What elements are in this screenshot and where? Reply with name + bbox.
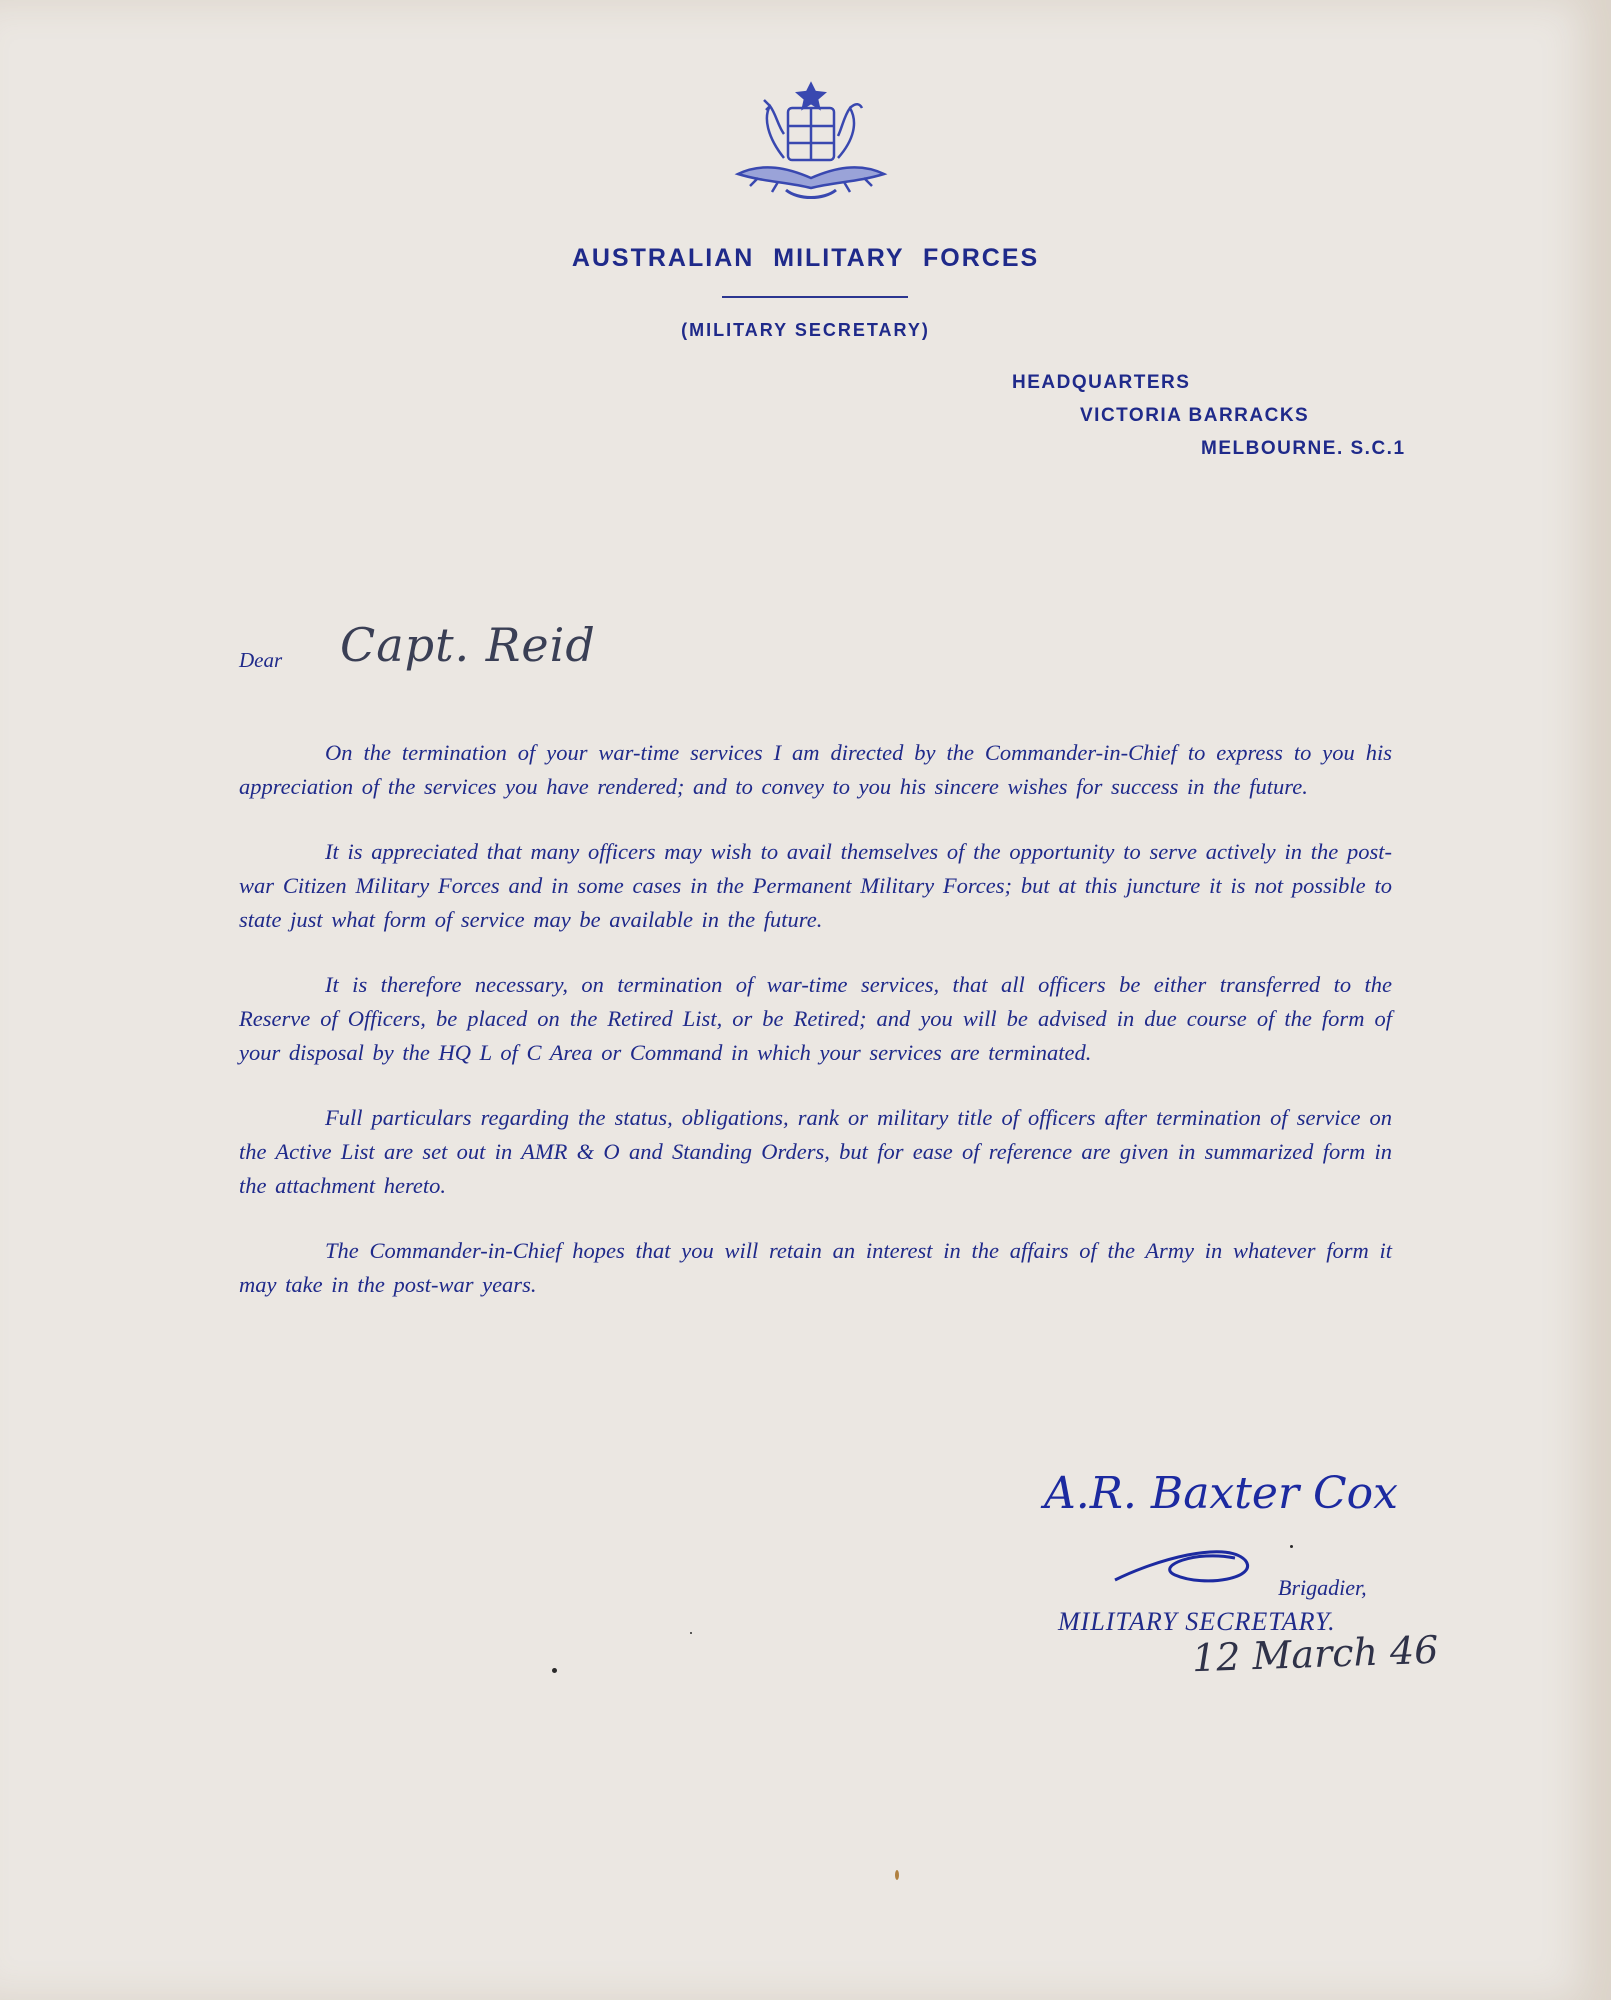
paper-speck	[895, 1870, 899, 1880]
coat-of-arms-emblem	[718, 78, 904, 208]
heading-divider	[722, 296, 908, 298]
organisation-heading: AUSTRALIAN MILITARY FORCES	[571, 244, 1040, 272]
paragraph: It is therefore necessary, on termination of war-time services, that all officers be either transferred to the Reserve of Officers, be placed on the Retired List, or be Retired; and you will be advised in due course of the form of your disposal by the HQ L of C Area or Command in which your services are terminated.	[239, 972, 1392, 1065]
signatory-title: MILITARY SECRETARY.	[1058, 1607, 1336, 1636]
address-line-3: MELBOURNE. S.C.1	[1201, 438, 1406, 459]
salutation: Dear	[239, 648, 283, 672]
paper-speck	[1290, 1545, 1293, 1548]
handwritten-date: 12 March 46	[1191, 1627, 1440, 1681]
paragraph: Full particulars regarding the status, obligations, rank or military title of officers after termination of service on the Active List are set out in AMR & O and Standing Orders, but for ease of reference are given in summarized form in the attachment hereto.	[239, 1105, 1392, 1198]
signatory-rank: Brigadier,	[1278, 1575, 1367, 1600]
paragraph: It is appreciated that many officers may wish to avail themselves of the opportunity to serve actively in the post-war Citizen Military Forces and in some cases in the Permanent Military Forces; but at this juncture it is not possible to state just what form of service may be available in the future.	[239, 839, 1392, 932]
signature-handwritten: A.R. Baxter Cox	[1044, 1468, 1398, 1519]
paragraph: The Commander-in-Chief hopes that you will retain an interest in the affairs of the Army in whatever form it may take in the post-war years.	[239, 1238, 1392, 1297]
signature-flourish	[1095, 1530, 1295, 1600]
address-line-1: HEADQUARTERS	[1012, 372, 1191, 393]
paragraph: On the termination of your war-time services I am directed by the Commander-in-Chief to express to you his appreciation of the services you have rendered; and to convey to you his sincere wishes for success in the future.	[239, 740, 1392, 799]
paper-speck	[690, 1632, 692, 1634]
paper-speck	[552, 1668, 557, 1673]
department-heading: (MILITARY SECRETARY)	[681, 320, 930, 340]
letter-body	[239, 736, 1392, 1333]
recipient-handwritten: Capt. Reid	[340, 618, 596, 672]
address-line-2: VICTORIA BARRACKS	[1080, 405, 1310, 426]
